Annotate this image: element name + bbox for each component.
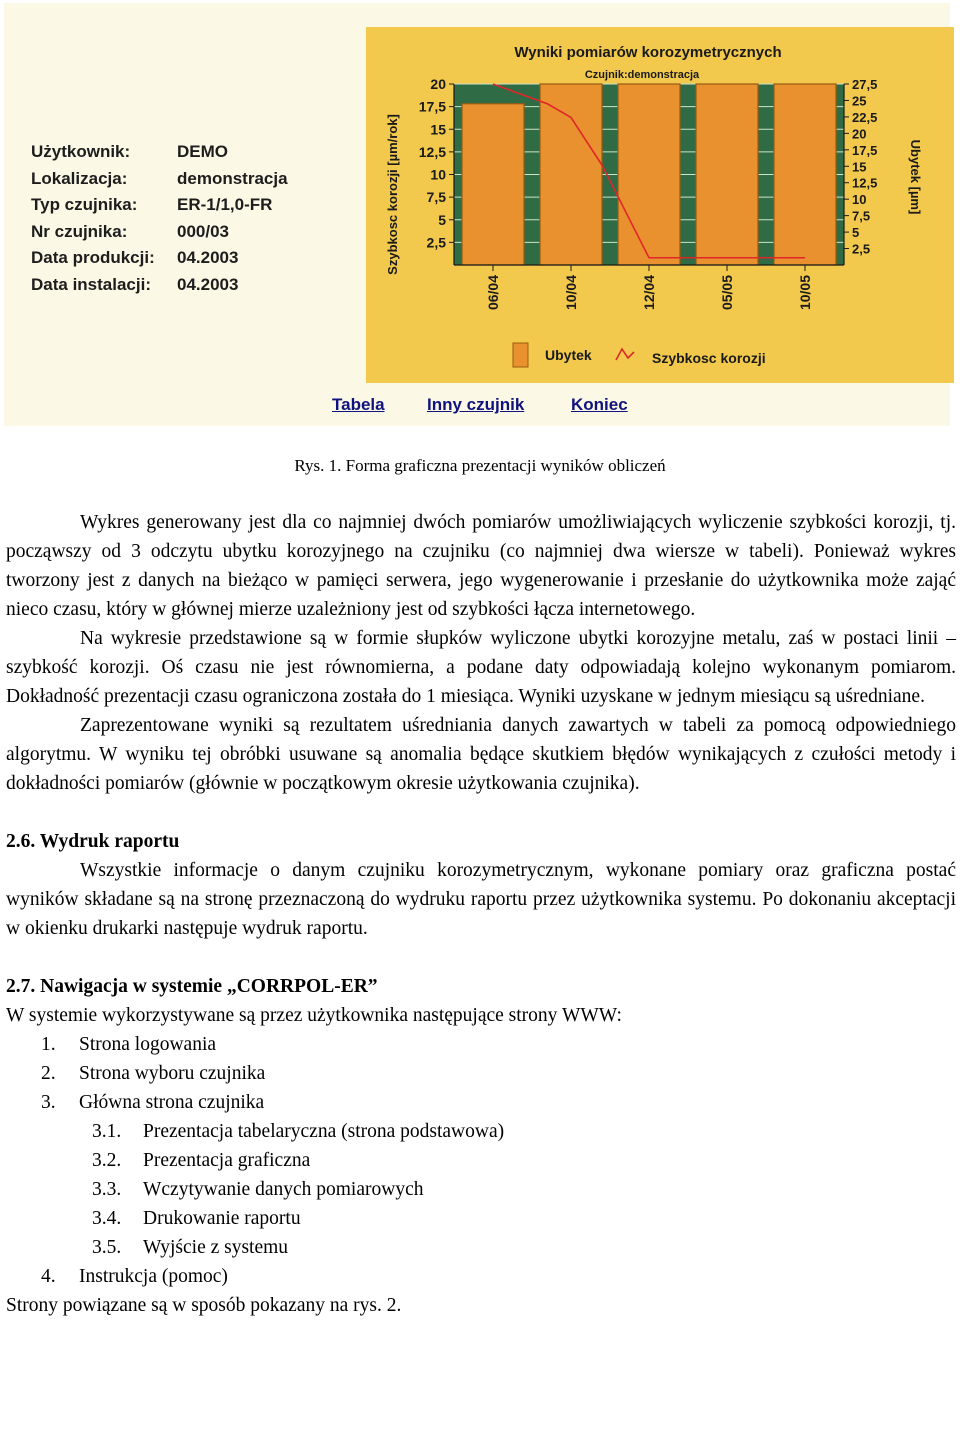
page-list [6,1030,956,1291]
list-item-number: 3. [41,1092,56,1113]
y2-tick-label: 5 [852,225,860,241]
x-tick-label: 12/04 [641,275,657,311]
y2-tick-label: 7,5 [852,208,871,224]
list-item [6,1233,956,1262]
list-item-number: 3.1. [92,1121,122,1142]
list-item [6,1204,956,1233]
y2-tick-label: 10 [852,192,867,208]
list-item [6,1030,956,1059]
list-item-text: Strona wyboru czujnika [79,1063,266,1084]
list-item-number: 3.4. [92,1208,122,1229]
info-label: Lokalizacja: [31,168,128,188]
chart-svg [366,27,954,383]
corrosion-chart [366,27,954,383]
y-tick-label: 10 [430,166,446,183]
y2-tick-label: 27,5 [852,77,878,92]
x-tick-label: 05/05 [719,275,735,311]
y2-tick-label: 15 [852,159,867,175]
list-item [6,1088,956,1117]
y-axis-label: Szybkosc korozji [µm/rok] [385,114,400,275]
list-item-text: Instrukcja (pomoc) [79,1266,228,1287]
paragraph: Wszystkie informacje o danym czujniku korozymetrycznym, wykonane pomiary oraz graficzna postać wyników składane są na stronę przeznaczoną do wydruku raportu przez użytkownika systemu. Po dokonaniu akceptacji w okienku drukarki następuje wydruk raportu. [6,860,956,939]
list-item [6,1146,956,1175]
info-value: demonstracja [177,168,288,188]
info-label: Nr czujnika: [31,221,128,241]
paragraph: Na wykresie przedstawione są w formie słupków wyliczone ubytki korozyjne metalu, zaś w postaci linii – szybkość korozji. Oś czasu nie jest równomierna, a podane daty odpowiadają kolejno wykonanym pomiarom. Dokładność prezentacji czasu ograniczona została do 1 miesiąca. Wyniki uzyskane w jednym miesiącu są uśredniane. [6,628,956,707]
y2-tick-label: 17,5 [852,142,878,158]
info-value: DEMO [177,142,228,161]
list-item-number: 3.5. [92,1237,122,1258]
legend-swatch-bar [513,343,528,367]
list-item [6,1175,956,1204]
screenshot-panel [4,3,950,426]
list-item-text: Prezentacja tabelaryczna (strona podstawowa) [143,1121,505,1142]
bar-ubytek [462,104,524,265]
list-item-number: 4. [41,1266,56,1287]
list-item-text: Wyjście z systemu [143,1237,289,1258]
list-item-text: Prezentacja graficzna [143,1150,311,1171]
list-item-number: 3.2. [92,1150,122,1171]
y-tick-label: 12,5 [418,143,446,160]
info-row-sensor-type [31,192,288,219]
y2-tick-label: 22,5 [852,109,878,125]
list-item-number: 1. [41,1034,56,1055]
section-heading: 2.6. Wydruk raportu [6,831,180,852]
list-item [6,1059,956,1088]
chart-navigation [0,395,960,419]
info-row-location [31,166,288,193]
bar-ubytek [774,84,836,265]
info-row-production-date [31,245,288,272]
figure-caption: Rys. 1. Forma graficzna prezentacji wyników obliczeń [294,456,666,475]
y-tick-label: 20 [430,76,446,92]
bar-ubytek [696,84,758,265]
end-link[interactable]: Koniec [571,395,628,414]
y-tick-label: 2,5 [426,234,446,251]
sensor-info [31,139,288,298]
list-item-text: Główna strona czujnika [79,1092,265,1113]
info-value: 000/03 [177,221,229,241]
y-tick-label: 7,5 [426,189,446,206]
other-sensor-link[interactable]: Inny czujnik [427,395,525,414]
y2-tick-label: 2,5 [852,241,871,257]
x-tick-label: 10/05 [797,275,813,311]
info-row-installation-date [31,272,288,299]
info-label: Typ czujnika: [31,195,138,214]
y2-tick-label: 20 [852,126,867,142]
section-heading: 2.7. Nawigacja w systemie „CORRPOL-ER” [6,976,378,997]
bar-ubytek [618,84,680,265]
table-link[interactable]: Tabela [332,395,385,414]
y-tick-label: 15 [430,121,446,138]
legend-label-bar: Ubytek [545,347,592,363]
list-item [6,1262,956,1291]
info-row-user [31,139,288,166]
x-tick-label: 10/04 [563,275,579,311]
chart-title: Wyniki pomiarów korozymetrycznych [514,44,782,61]
x-tick-label: 06/04 [485,275,501,311]
chart-subtitle: Czujnik:demonstracja [584,69,700,81]
info-label: Data instalacji: [31,274,151,294]
y-tick-label: 5 [438,211,446,228]
info-row-sensor-number [31,219,288,246]
list-item-text: Strona logowania [79,1034,217,1055]
bar-ubytek [540,84,602,265]
info-label: Data produkcji: [31,248,155,267]
paragraph: Zaprezentowane wyniki są rezultatem uśredniania danych zawartych w tabeli za pomocą odpowiedniego algorytmu. W wyniku tej obróbki usuwane są anomalia będące skutkiem błędów wynikających z czułości metody i dokładności pomiarów (głównie w początkowym okresie użytkowania czujnika). [6,715,956,794]
document-body [6,508,956,1320]
paragraph: Wykres generowany jest dla co najmniej dwóch pomiarów umożliwiających wyliczenie szybkości korozji, tj. począwszy od 3 odczytu ubytku korozyjnego na czujniku (co najmniej dwa wiersze w tabeli). Ponieważ wykres tworzony jest z danych na bieżąco w pamięci serwera, jego wygenerowanie i przesłanie do użytkownika może zająć nieco czasu, który w głównej mierze uzależniony jest od szybkości łącza internetowego. [6,512,956,620]
list-item-number: 2. [41,1063,56,1084]
list-item-text: Drukowanie raportu [143,1208,301,1229]
y2-tick-label: 25 [852,93,867,109]
list-item-text: Wczytywanie danych pomiarowych [143,1179,424,1200]
list-item [6,1117,956,1146]
info-value: ER-1/1,0-FR [177,195,273,214]
list-outro: Strony powiązane są w sposób pokazany na rys. 2. [6,1295,402,1316]
list-intro: W systemie wykorzystywane są przez użytkownika następujące strony WWW: [6,1005,622,1026]
y2-axis-label: Ubytek [µm] [908,139,923,215]
y-tick-label: 17,5 [418,98,446,115]
info-value: 04.2003 [177,248,239,267]
info-value: 04.2003 [177,274,239,294]
list-item-number: 3.3. [92,1179,122,1200]
y2-tick-label: 12,5 [852,175,878,191]
info-label: Użytkownik: [31,142,131,161]
legend-label-line: Szybkosc korozji [652,350,766,366]
